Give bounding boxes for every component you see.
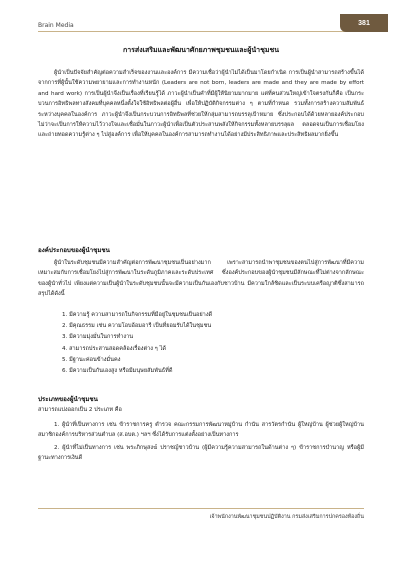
footer-text: เจ้าพนักงานพัฒนาชุมชนปฏิบัติงาน กรมส่งเสริมการปกครองท้องถิ่น	[209, 514, 364, 520]
list-item: 6. มีความเป็นกันเองสูง หรือมีมนุษยสัมพันธ์ที่ดี	[62, 368, 173, 375]
section1-body: ผู้นำในระดับชุมชนมีความสำคัญต่อการพัฒนาชุมชนเป็นอย่างมาก เพราะสามารถนำพาชุมชนของตนไปสู่การพัฒนาที่มีความเหมาะสมกับการเชื่อมโยงไปสู่การพัฒนาในระดับภูมิภาคและระดับประเทศ ซึ่งองค์ประกอบของผู้นำชุมชนมีลักษณะที่ไม่ต่างจากลักษณะของผู้นำทั่วไป เพียงแต่ความเป็นผู้นำในระดับชุมชนนั้นจะมีความเป็นกันเองกับชาวบ้าน มีความใกล้ชิดและเป็นระบบเครือญาติซึ่งสามารถสรุปได้ดังนี้	[38, 260, 364, 298]
section2-list	[38, 420, 364, 466]
list-item: 1. ผู้นำที่เป็นทางการ เช่น ข้าราชการครู ตำรวจ คณะกรรมการพัฒนาหมู่บ้าน กำนัน สารวัตรกำนัน ผู้ใหญ่บ้าน ผู้ช่วยผู้ใหญ่บ้าน สมาชิกองค์การบริหารส่วนตำบล (ส.อบต.) ฯลฯ ซึ่งได้รับการแต่งตั้งอย่างเป็นทางการ	[38, 422, 364, 439]
intro-paragraph	[38, 68, 364, 141]
list-item: 4. สามารถประสานสอดคล้องเรื่องต่าง ๆ ได้	[62, 345, 167, 352]
header-divider	[38, 31, 358, 32]
section1-list	[62, 310, 352, 377]
intro-text: ผู้นำเป็นปัจจัยสำคัญต่อความสำเร็จของงานและองค์การ มีความเชื่อว่าผู้นำไม่ได้เป็นมาโดยกำเนิด การเป็นผู้นำสามารถสร้างขึ้นได้ จากการที่ผู้นั้นใช้ความพยายามและการทำงานหนัก (Leaders are not born, leaders are made and they are made by effort and hard work) การเป็นผู้นำจึงเป็นเรื่องที่เรียนรู้ได้ ภาวะผู้นำเป็นคำที่มีผู้ให้นิยามมากมาย แต่ที่คนส่วนใหญ่เข้าใจตรงกันก็คือ เป็นกระบวนการอิทธิพลทางสังคมที่บุคคลหนึ่งตั้งใจใช้อิทธิพลต่อผู้อื่น เพื่อให้ปฏิบัติกิจกรรมต่าง ๆ ตามที่กำหนด รวมทั้งการสร้างความสัมพันธ์ระหว่างบุคคลในองค์การ ภาวะผู้นำจึงเป็นกระบวนการอิทธิพลที่ช่วยให้กลุ่มสามารถบรรลุเป้าหมาย ซึ่งประกอบได้ด้วยหลายองค์ประกอบ ไม่ว่าจะเป็นการให้ความไว้วางใจและเชื่อมั่นในภาวะผู้นำเพื่อเป็นตัวประสานพลังให้กิจกรรมทั้งหลายบรรลุผล ตลอดจนเป็นการเชื่อมโยงและถ่ายทอดความรู้ต่าง ๆ ไปสู่องค์การ เพื่อให้บุคคลในองค์การสามารถทำงานได้อย่างมีประสิทธิภาพและประสิทธิผลมากยิ่งขึ้น	[38, 70, 364, 139]
list-item: 3. มีความมุ่งมั่นในการทำงาน	[62, 334, 134, 341]
section1-paragraph	[38, 258, 364, 300]
section1-heading: องค์ประกอบของผู้นำชุมชน	[38, 247, 110, 254]
list-item: 2. มีคุณธรรม เช่น ความโอบอ้อมอารี เป็นที่ยอมรับได้ในชุมชน	[62, 323, 212, 330]
section2-subtitle: สามารถแบ่งออกเป็น 2 ประเภท คือ	[38, 407, 122, 413]
list-item: 2. ผู้นำที่ไม่เป็นทางการ เช่น พระภิกษุสงฆ์ ปราชญ์ชาวบ้าน (ผู้มีความรู้ความสามารถในด้านต่าง ๆ) ข้าราชการบำนาญ หรือผู้มีฐานะทางการเงินดี	[38, 444, 364, 462]
header-brand: Brain Media	[38, 22, 74, 29]
section2-heading: ประเภทของผู้นำชุมชน	[38, 396, 98, 403]
page-title: การส่งเสริมและพัฒนาศักยภาพชุมชนและผู้นำชุมชน	[123, 46, 279, 54]
list-item: 1. มีความรู้ ความสามารถในกิจกรรมที่มีอยู่ในชุมชนเป็นอย่างดี	[62, 312, 213, 318]
page-number-badge: 381	[340, 14, 388, 32]
footer-divider	[38, 508, 364, 509]
list-item: 5. มีฐานะค่อนข้างมั่นคง	[62, 356, 121, 363]
